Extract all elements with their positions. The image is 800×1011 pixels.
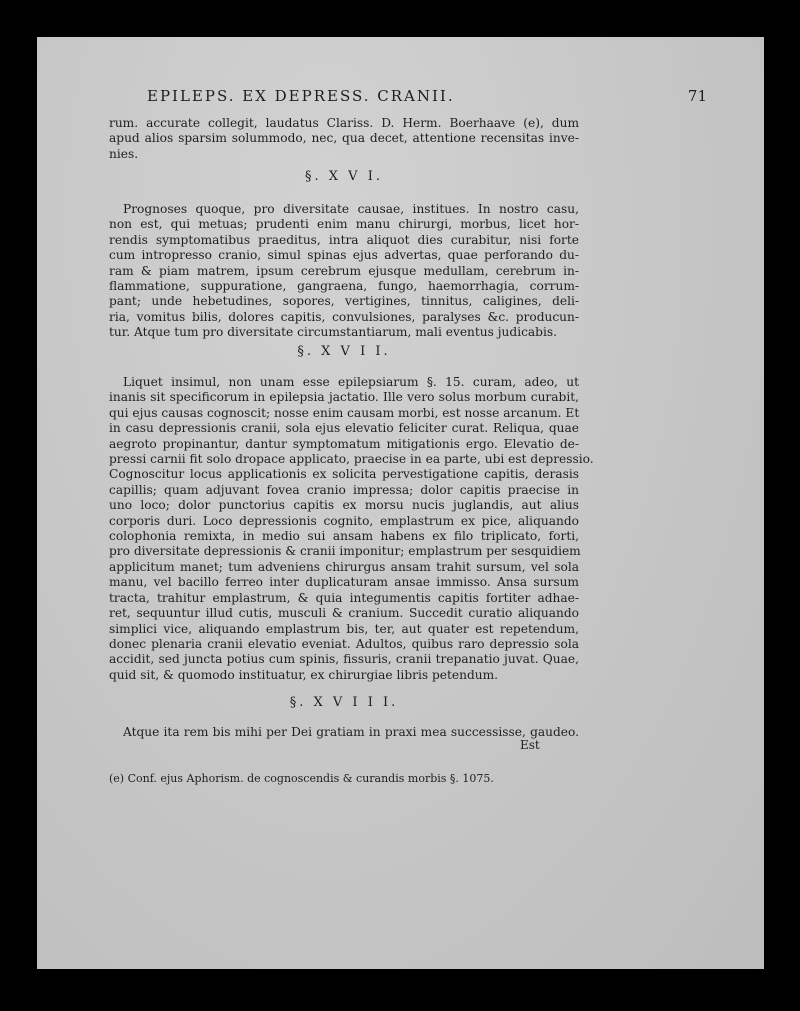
page-number: 71 — [687, 87, 707, 105]
text-line: Cognoscitur locus applicationis ex solicita pervestigatione capitis, derasis — [109, 467, 579, 482]
text-line: Atque ita rem bis mihi per Dei gratiam in praxi mea successisse, gaudeo. — [123, 725, 579, 739]
text-line: non est, qui metuas; prudenti enim manu chirurgi, morbus, licet hor- — [109, 217, 579, 232]
catchword: Est — [520, 738, 540, 752]
text-line: pant; unde hebetudines, sopores, vertigines, tinnitus, caligines, deli- — [109, 294, 579, 309]
text-line: quid sit, & quomodo instituatur, ex chirurgiae libris petendum. — [109, 667, 499, 682]
text-line: nies. — [109, 146, 139, 161]
section-16-paragraph — [109, 202, 579, 341]
text-line: applicitum manet; tum adveniens chirurgus ansam trahit sursum, vel sola — [109, 559, 579, 574]
running-head — [107, 87, 707, 107]
text-line: manu, vel bacillo ferreo inter duplicaturam ansae immisso. Ansa sursum — [109, 575, 579, 590]
text-line: inanis sit specificorum in epilepsia jactatio. Ille vero solus morbum curabit, — [109, 390, 579, 405]
intro-paragraph — [109, 116, 579, 162]
text-line: donec plenaria cranii elevatio eveniat. Adultos, quibus raro depressio sola — [109, 636, 579, 651]
text-line: rum. accurate collegit, laudatus Clariss. D. Herm. Boerhaave (e), dum — [109, 116, 579, 130]
text-line: aegroto propinantur, dantur symptomatum mitigationis ergo. Elevatio de- — [109, 436, 579, 451]
text-line: Prognoses quoque, pro diversitate causae, institues. In nostro casu, — [123, 202, 579, 216]
section-heading-17: §. X V I I. — [297, 344, 391, 359]
text-line: pro diversitate depressionis & cranii imponitur; emplastrum per sesquidiem — [109, 544, 581, 559]
section-18-paragraph — [109, 725, 579, 740]
text-line: ria, vomitus bilis, dolores capitis, convulsiones, paralyses &c. producun- — [109, 309, 579, 324]
text-line: simplici vice, aliquando emplastrum bis, ter, aut quater est repetendum, — [109, 621, 579, 636]
text-line: flammatione, suppuratione, gangraena, fungo, haemorrhagia, corrum- — [109, 279, 579, 294]
text-line: uno loco; dolor punctorius capitis ex morsu nucis juglandis, aut alius — [109, 498, 579, 513]
text-line: apud alios sparsim solummodo, nec, qua decet, attentione recensitas inve- — [109, 131, 579, 146]
text-line: accidit, sed juncta potius cum spinis, fissuris, cranii trepanatio juvat. Quae, — [109, 652, 579, 667]
text-line: rendis symptomatibus praeditus, intra aliquot dies curabitur, nisi forte — [109, 232, 579, 247]
text-line: tur. Atque tum pro diversitate circumstantiarum, mali eventus judicabis. — [109, 325, 558, 340]
text-line: in casu depressionis cranii, sola ejus elevatio feliciter curat. Reliqua, quae — [109, 421, 579, 436]
section-heading-18: §. X V I I I. — [289, 695, 399, 710]
text-line: pressi carnii fit solo dropace applicato, praecise in ea parte, ubi est depressio. — [109, 452, 594, 467]
text-line: capillis; quam adjuvant fovea cranio impressa; dolor capitis praecise in — [109, 482, 579, 497]
text-line: ram & piam matrem, ipsum cerebrum ejusque medullam, cerebrum in- — [109, 263, 579, 278]
book-page — [37, 37, 764, 969]
text-line: corporis duri. Loco depressionis cognito, emplastrum ex pice, aliquando — [109, 513, 579, 528]
text-line: ret, sequuntur illud cutis, musculi & cranium. Succedit curatio aliquando — [109, 606, 579, 621]
text-line: Liquet insimul, non unam esse epilepsiarum §. 15. curam, adeo, ut — [123, 375, 579, 389]
text-line: cum intropresso cranio, simul spinas ejus advertas, quae perforando du- — [109, 248, 579, 263]
section-heading-16: §. X V I. — [305, 169, 383, 184]
footnote: (e) Conf. ejus Aphorism. de cognoscendis & curandis morbis §. 1075. — [109, 772, 494, 785]
text-line: tracta, trahitur emplastrum, & quia integumentis capitis fortiter adhae- — [109, 590, 579, 605]
text-line: colophonia remixta, in medio sui ansam habens ex filo triplicato, forti, — [109, 529, 579, 544]
text-line: qui ejus causas cognoscit; nosse enim causam morbi, est nosse arcanum. Et — [109, 405, 580, 420]
section-17-paragraph — [109, 375, 594, 683]
running-title: EPILEPS. EX DEPRESS. CRANII. — [147, 87, 455, 105]
